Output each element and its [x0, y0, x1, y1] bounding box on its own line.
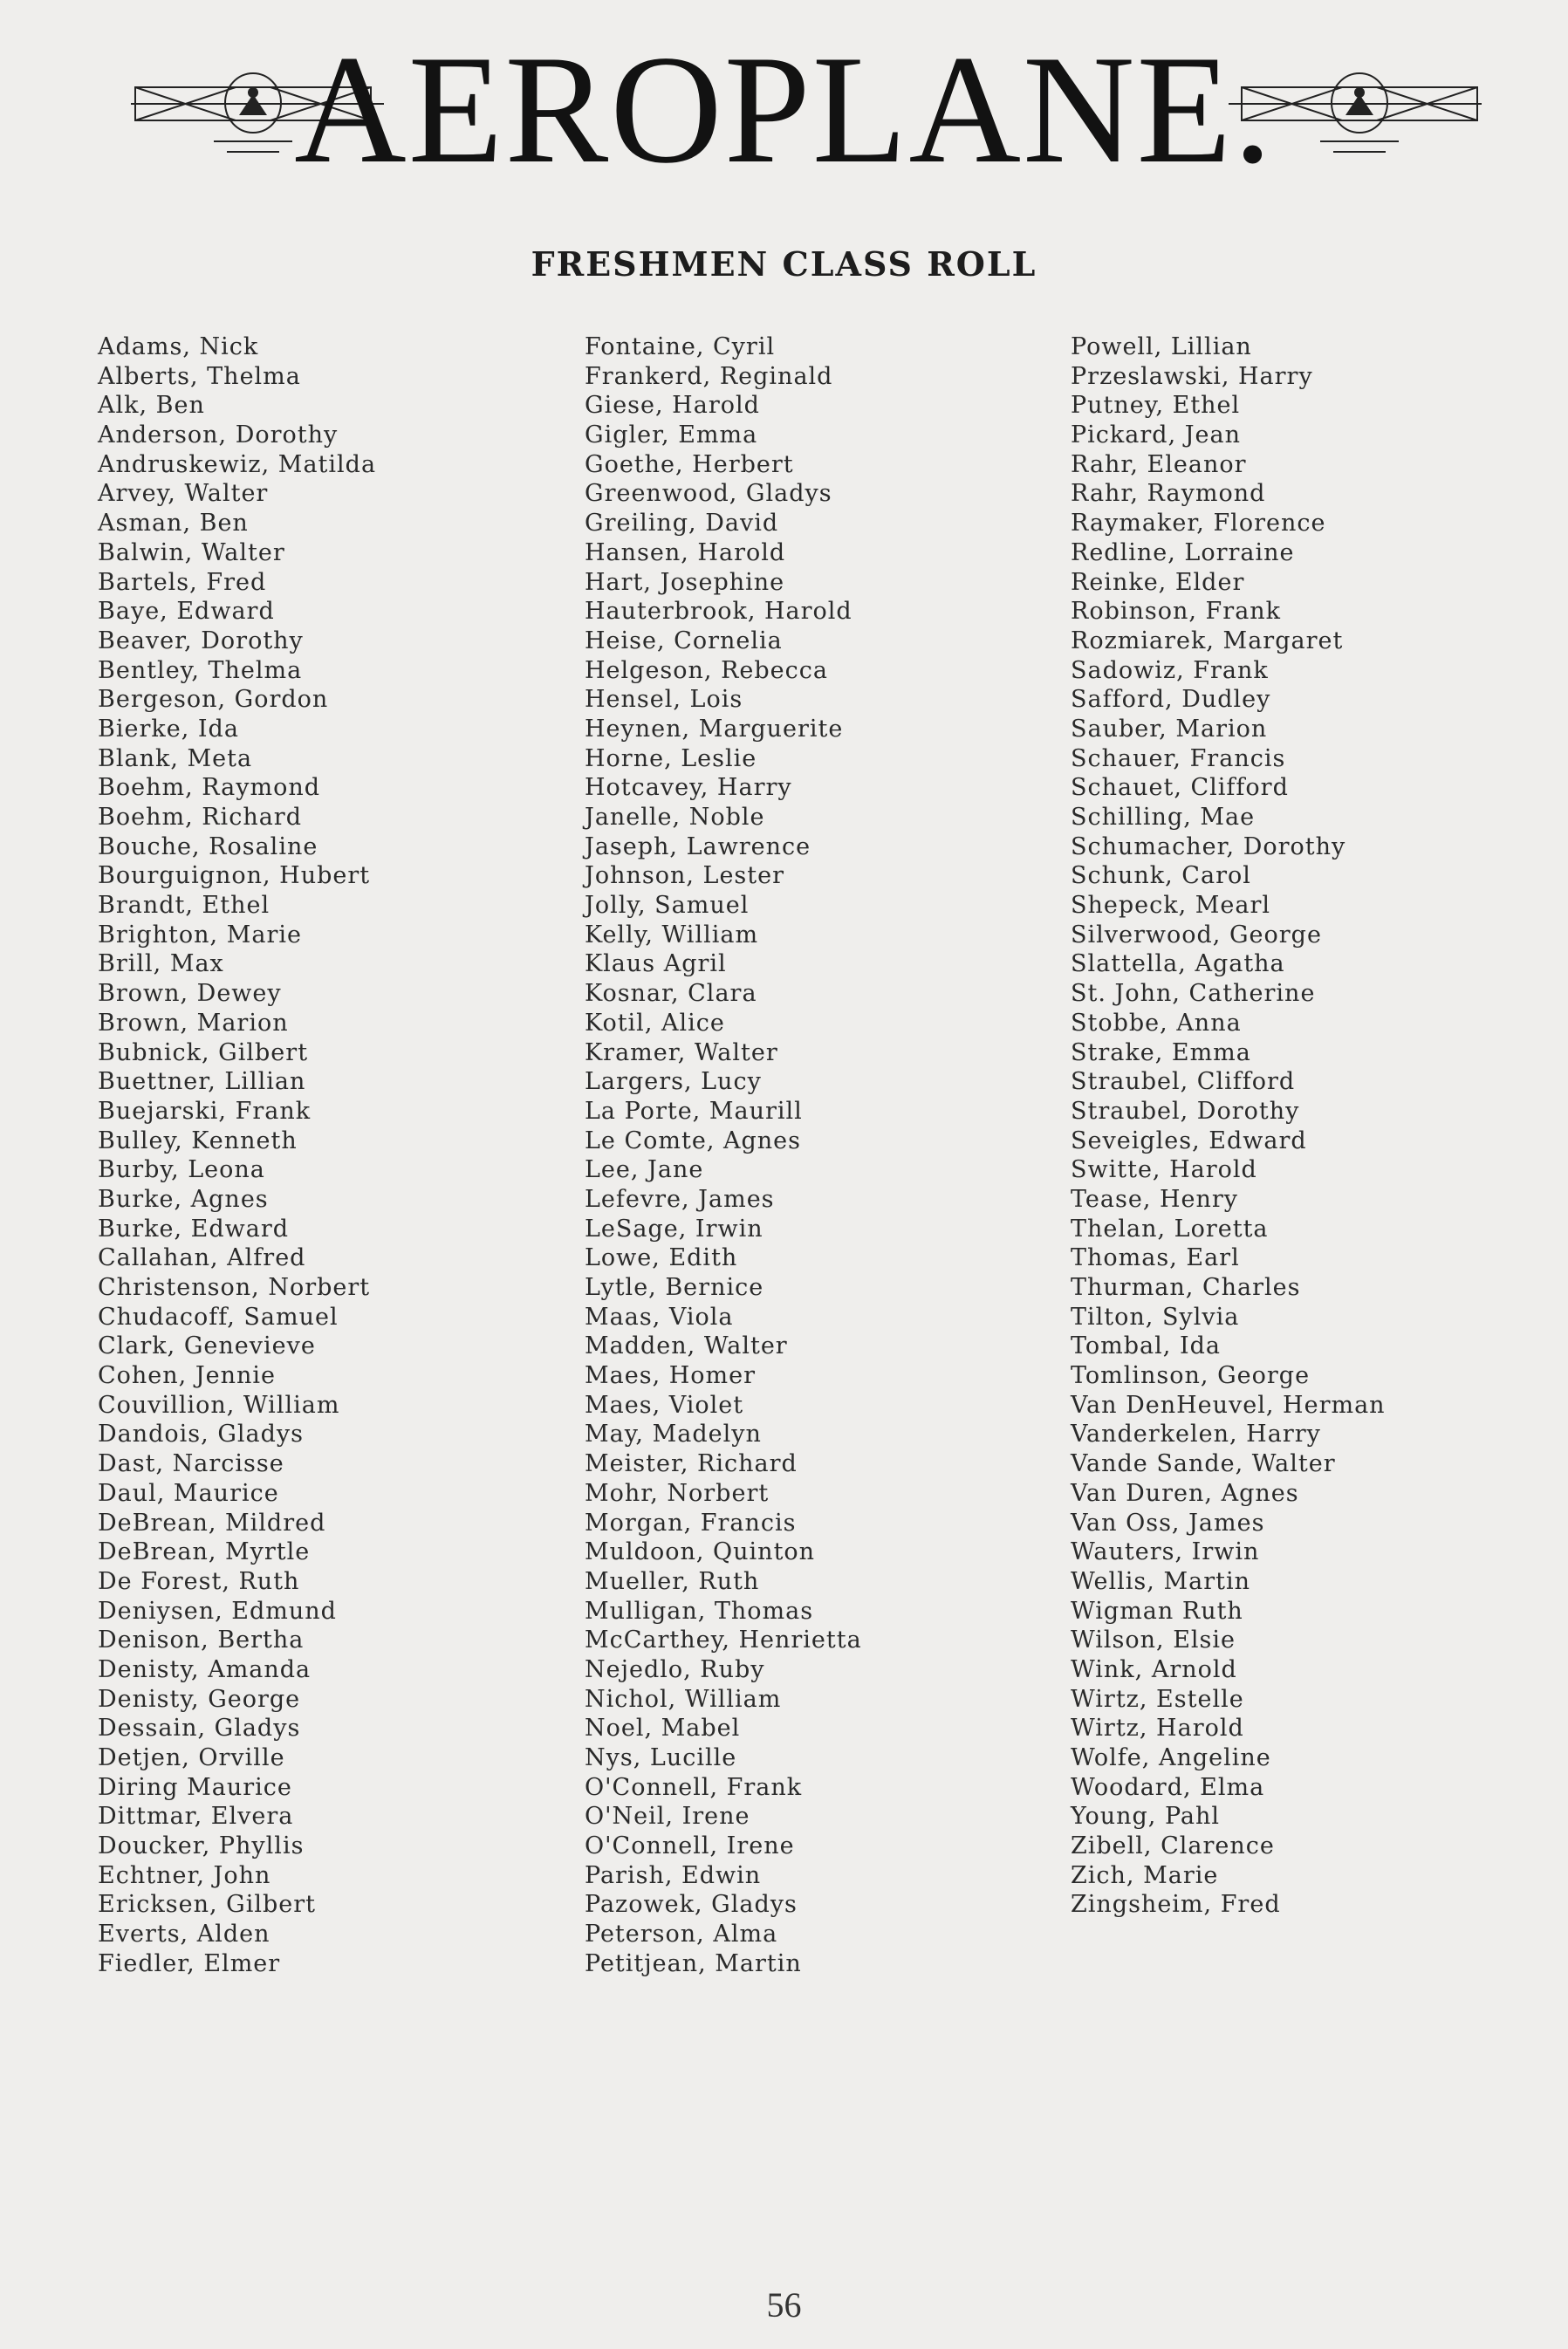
student-name: Fontaine, Cyril — [585, 333, 776, 360]
student-name: Van DenHeuvel, Herman — [1071, 1391, 1386, 1419]
student-name: Janelle, Noble — [585, 804, 765, 831]
student-name: Jaseph, Lawrence — [585, 832, 811, 860]
student-name: Helgeson, Rebecca — [585, 656, 828, 684]
student-name: Giese, Harold — [585, 392, 760, 420]
student-name: Peterson, Alma — [585, 1921, 778, 1948]
student-name: Wauters, Irwin — [1071, 1538, 1260, 1566]
student-name: Zibell, Clarence — [1071, 1832, 1275, 1860]
student-name: Greiling, David — [585, 510, 779, 538]
student-name: Wink, Arnold — [1071, 1655, 1237, 1683]
student-name: Largers, Lucy — [585, 1068, 762, 1096]
student-name: Bouche, Rosaline — [98, 832, 318, 860]
student-name: Johnson, Lester — [585, 862, 785, 890]
student-name: Dast, Narcisse — [98, 1450, 284, 1478]
student-name: Burke, Edward — [98, 1215, 290, 1243]
student-name: Chudacoff, Samuel — [98, 1303, 339, 1331]
student-name: Schauer, Francis — [1071, 744, 1286, 772]
student-name: Bourguignon, Hubert — [98, 862, 371, 890]
student-name: La Porte, Maurill — [585, 1097, 803, 1125]
student-name: Lee, Jane — [585, 1156, 704, 1184]
student-name: Maes, Homer — [585, 1362, 757, 1390]
student-name: Cohen, Jennie — [98, 1362, 277, 1390]
student-name: Detjen, Orville — [98, 1744, 285, 1771]
student-name: LeSage, Irwin — [585, 1215, 763, 1243]
student-name: Maas, Viola — [585, 1303, 734, 1331]
student-name: Burby, Leona — [98, 1156, 265, 1184]
student-name: Wolfe, Angeline — [1071, 1744, 1271, 1771]
student-name: Przeslawski, Harry — [1071, 362, 1313, 390]
student-name: Brandt, Ethel — [98, 892, 270, 920]
student-name: Kosnar, Clara — [585, 980, 757, 1008]
student-name: Noel, Mabel — [585, 1715, 741, 1743]
roll-column-1 — [98, 332, 586, 1979]
student-name: Powell, Lillian — [1071, 333, 1252, 360]
student-name: Schilling, Mae — [1071, 804, 1256, 831]
student-name: Nichol, William — [585, 1685, 782, 1713]
student-name: Reinke, Elder — [1071, 568, 1245, 596]
student-name: Seveigles, Edward — [1071, 1127, 1307, 1154]
student-name: Everts, Alden — [98, 1921, 270, 1948]
student-name: Buejarski, Frank — [98, 1097, 312, 1125]
student-name: Nejedlo, Ruby — [585, 1655, 765, 1683]
student-name: Lefevre, James — [585, 1185, 775, 1213]
student-name: McCarthey, Henrietta — [585, 1626, 862, 1654]
student-name: Denison, Bertha — [98, 1626, 305, 1654]
student-name: Van Duren, Agnes — [1071, 1479, 1299, 1507]
student-name: Pazowek, Gladys — [585, 1891, 798, 1919]
student-name: Hensel, Lois — [585, 686, 743, 714]
student-name: Burke, Agnes — [98, 1185, 269, 1213]
student-name: Klaus Agril — [585, 950, 727, 978]
student-name: Lytle, Bernice — [585, 1274, 764, 1301]
student-name: May, Madelyn — [585, 1421, 762, 1448]
student-name: Frankerd, Reginald — [585, 362, 833, 390]
student-name: Brill, Max — [98, 950, 224, 978]
student-name: Dessain, Gladys — [98, 1715, 301, 1743]
student-name: Alberts, Thelma — [98, 362, 301, 390]
student-name: DeBrean, Myrtle — [98, 1538, 311, 1566]
student-name: Tombal, Ida — [1071, 1332, 1221, 1360]
student-name: Lowe, Edith — [585, 1244, 738, 1272]
roll-column-3 — [1071, 332, 1559, 1920]
student-name: Raymaker, Florence — [1071, 510, 1326, 538]
student-name: Zingsheim, Fred — [1071, 1891, 1281, 1919]
student-name: Buettner, Lillian — [98, 1068, 306, 1096]
student-name: Schauet, Clifford — [1071, 774, 1289, 802]
student-name: Heise, Cornelia — [585, 627, 783, 654]
student-name: O'Neil, Irene — [585, 1803, 750, 1831]
student-name: Parish, Edwin — [585, 1861, 762, 1889]
student-name: Nys, Lucille — [585, 1744, 737, 1771]
student-name: Ericksen, Gilbert — [98, 1891, 316, 1919]
student-name: Thomas, Earl — [1071, 1244, 1240, 1272]
student-name: Deniysen, Edmund — [98, 1597, 337, 1625]
student-name: Denisty, George — [98, 1685, 301, 1713]
student-name: Switte, Harold — [1071, 1156, 1257, 1184]
student-name: Adams, Nick — [98, 333, 259, 360]
student-name: De Forest, Ruth — [98, 1567, 300, 1595]
student-name: St. John, Catherine — [1071, 980, 1316, 1008]
student-name: Wirtz, Harold — [1071, 1715, 1244, 1743]
student-name: O'Connell, Frank — [585, 1773, 803, 1801]
student-name: Brown, Dewey — [98, 980, 282, 1008]
student-name: Mohr, Norbert — [585, 1479, 770, 1507]
student-name: Tease, Henry — [1071, 1185, 1239, 1213]
student-name: Bentley, Thelma — [98, 656, 303, 684]
page-title: AEROPLANE. — [294, 23, 1274, 195]
page-header — [0, 23, 1568, 195]
student-name: Brighton, Marie — [98, 921, 302, 949]
student-name: Bartels, Fred — [98, 568, 267, 596]
student-name: Wilson, Elsie — [1071, 1626, 1236, 1654]
section-heading: FRESHMEN CLASS ROLL — [531, 244, 1037, 284]
student-name: Gigler, Emma — [585, 421, 758, 449]
student-name: Bergeson, Gordon — [98, 686, 329, 714]
student-name: Schumacher, Dorothy — [1071, 832, 1346, 860]
student-name: Safford, Dudley — [1071, 686, 1271, 714]
student-name: Strake, Emma — [1071, 1038, 1251, 1066]
student-name: Diring Maurice — [98, 1773, 292, 1801]
student-name: Andruskewiz, Matilda — [98, 450, 377, 478]
student-name: Fiedler, Elmer — [98, 1949, 281, 1977]
student-name: Bubnick, Gilbert — [98, 1038, 309, 1066]
student-name: Maes, Violet — [585, 1391, 744, 1419]
student-name: Hauterbrook, Harold — [585, 598, 852, 626]
student-name: Straubel, Clifford — [1071, 1068, 1296, 1096]
student-name: Heynen, Marguerite — [585, 715, 844, 743]
student-name: Mueller, Ruth — [585, 1567, 760, 1595]
student-name: Jolly, Samuel — [585, 892, 750, 920]
student-name: Meister, Richard — [585, 1450, 798, 1478]
student-name: Mulligan, Thomas — [585, 1597, 814, 1625]
student-name: Greenwood, Gladys — [585, 480, 832, 508]
student-name: Robinson, Frank — [1071, 598, 1282, 626]
student-name: Clark, Genevieve — [98, 1332, 316, 1360]
student-name: Putney, Ethel — [1071, 392, 1241, 420]
student-name: Boehm, Raymond — [98, 774, 321, 802]
student-name: Rozmiarek, Margaret — [1071, 627, 1344, 654]
student-name: Baye, Edward — [98, 598, 275, 626]
student-name: Stobbe, Anna — [1071, 1009, 1242, 1037]
student-name: Kotil, Alice — [585, 1009, 725, 1037]
student-name: Hansen, Harold — [585, 538, 786, 566]
student-name: Le Comte, Agnes — [585, 1127, 802, 1154]
student-name: Daul, Maurice — [98, 1479, 279, 1507]
student-name: Boehm, Richard — [98, 804, 302, 831]
student-name: Dandois, Gladys — [98, 1421, 305, 1448]
student-name: Couvillion, William — [98, 1391, 340, 1419]
student-name: Asman, Ben — [98, 510, 249, 538]
student-name: Doucker, Phyllis — [98, 1832, 305, 1860]
student-name: Callahan, Alfred — [98, 1244, 306, 1272]
student-name: Rahr, Eleanor — [1071, 450, 1247, 478]
student-name: Thurman, Charles — [1071, 1274, 1301, 1301]
student-name: Van Oss, James — [1071, 1509, 1265, 1537]
student-name: Woodard, Elma — [1071, 1773, 1265, 1801]
student-name: Kelly, William — [585, 921, 759, 949]
page-number: 56 — [766, 2285, 802, 2325]
student-name: Rahr, Raymond — [1071, 480, 1266, 508]
student-name: Goethe, Herbert — [585, 450, 794, 478]
biplane-icon — [1229, 61, 1482, 166]
student-name: Vanderkelen, Harry — [1071, 1421, 1321, 1448]
student-name: Zich, Marie — [1071, 1861, 1219, 1889]
student-name: Wigman Ruth — [1071, 1597, 1243, 1625]
student-name: Silverwood, George — [1071, 921, 1322, 949]
student-name: Pickard, Jean — [1071, 421, 1242, 449]
student-name: Dittmar, Elvera — [98, 1803, 294, 1831]
student-name: Denisty, Amanda — [98, 1655, 312, 1683]
student-name: Vande Sande, Walter — [1071, 1450, 1336, 1478]
student-name: Echtner, John — [98, 1861, 271, 1889]
student-name: Redline, Lorraine — [1071, 538, 1295, 566]
student-name: Sadowiz, Frank — [1071, 656, 1269, 684]
student-name: Straubel, Dorothy — [1071, 1097, 1300, 1125]
student-name: O'Connell, Irene — [585, 1832, 795, 1860]
student-name: Thelan, Loretta — [1071, 1215, 1269, 1243]
student-name: Morgan, Francis — [585, 1509, 797, 1537]
student-name: Wellis, Martin — [1071, 1567, 1250, 1595]
student-name: Bulley, Kenneth — [98, 1127, 298, 1154]
student-name: Tilton, Sylvia — [1071, 1303, 1240, 1331]
student-name: Blank, Meta — [98, 744, 253, 772]
student-name: Muldoon, Quinton — [585, 1538, 816, 1566]
student-name: Young, Pahl — [1071, 1803, 1221, 1831]
student-name: Brown, Marion — [98, 1009, 289, 1037]
student-name: Slattella, Agatha — [1071, 950, 1285, 978]
student-name: Beaver, Dorothy — [98, 627, 304, 654]
student-name: Wirtz, Estelle — [1071, 1685, 1244, 1713]
student-name: Anderson, Dorothy — [98, 421, 339, 449]
student-name: Kramer, Walter — [585, 1038, 778, 1066]
student-name: Shepeck, Mearl — [1071, 892, 1271, 920]
student-name: Petitjean, Martin — [585, 1949, 802, 1977]
student-name: Balwin, Walter — [98, 538, 285, 566]
student-name: Tomlinson, George — [1071, 1362, 1311, 1390]
student-name: Madden, Walter — [585, 1332, 788, 1360]
student-name: Horne, Leslie — [585, 744, 757, 772]
student-name: Alk, Ben — [98, 392, 205, 420]
student-name: Schunk, Carol — [1071, 862, 1251, 890]
student-name: Bierke, Ida — [98, 715, 239, 743]
student-name: Sauber, Marion — [1071, 715, 1268, 743]
student-name: Arvey, Walter — [98, 480, 269, 508]
student-name: Christenson, Norbert — [98, 1274, 371, 1301]
student-name: Hart, Josephine — [585, 568, 785, 596]
student-name: DeBrean, Mildred — [98, 1509, 326, 1537]
roll-column-2 — [585, 332, 1073, 1979]
student-name: Hotcavey, Harry — [585, 774, 792, 802]
